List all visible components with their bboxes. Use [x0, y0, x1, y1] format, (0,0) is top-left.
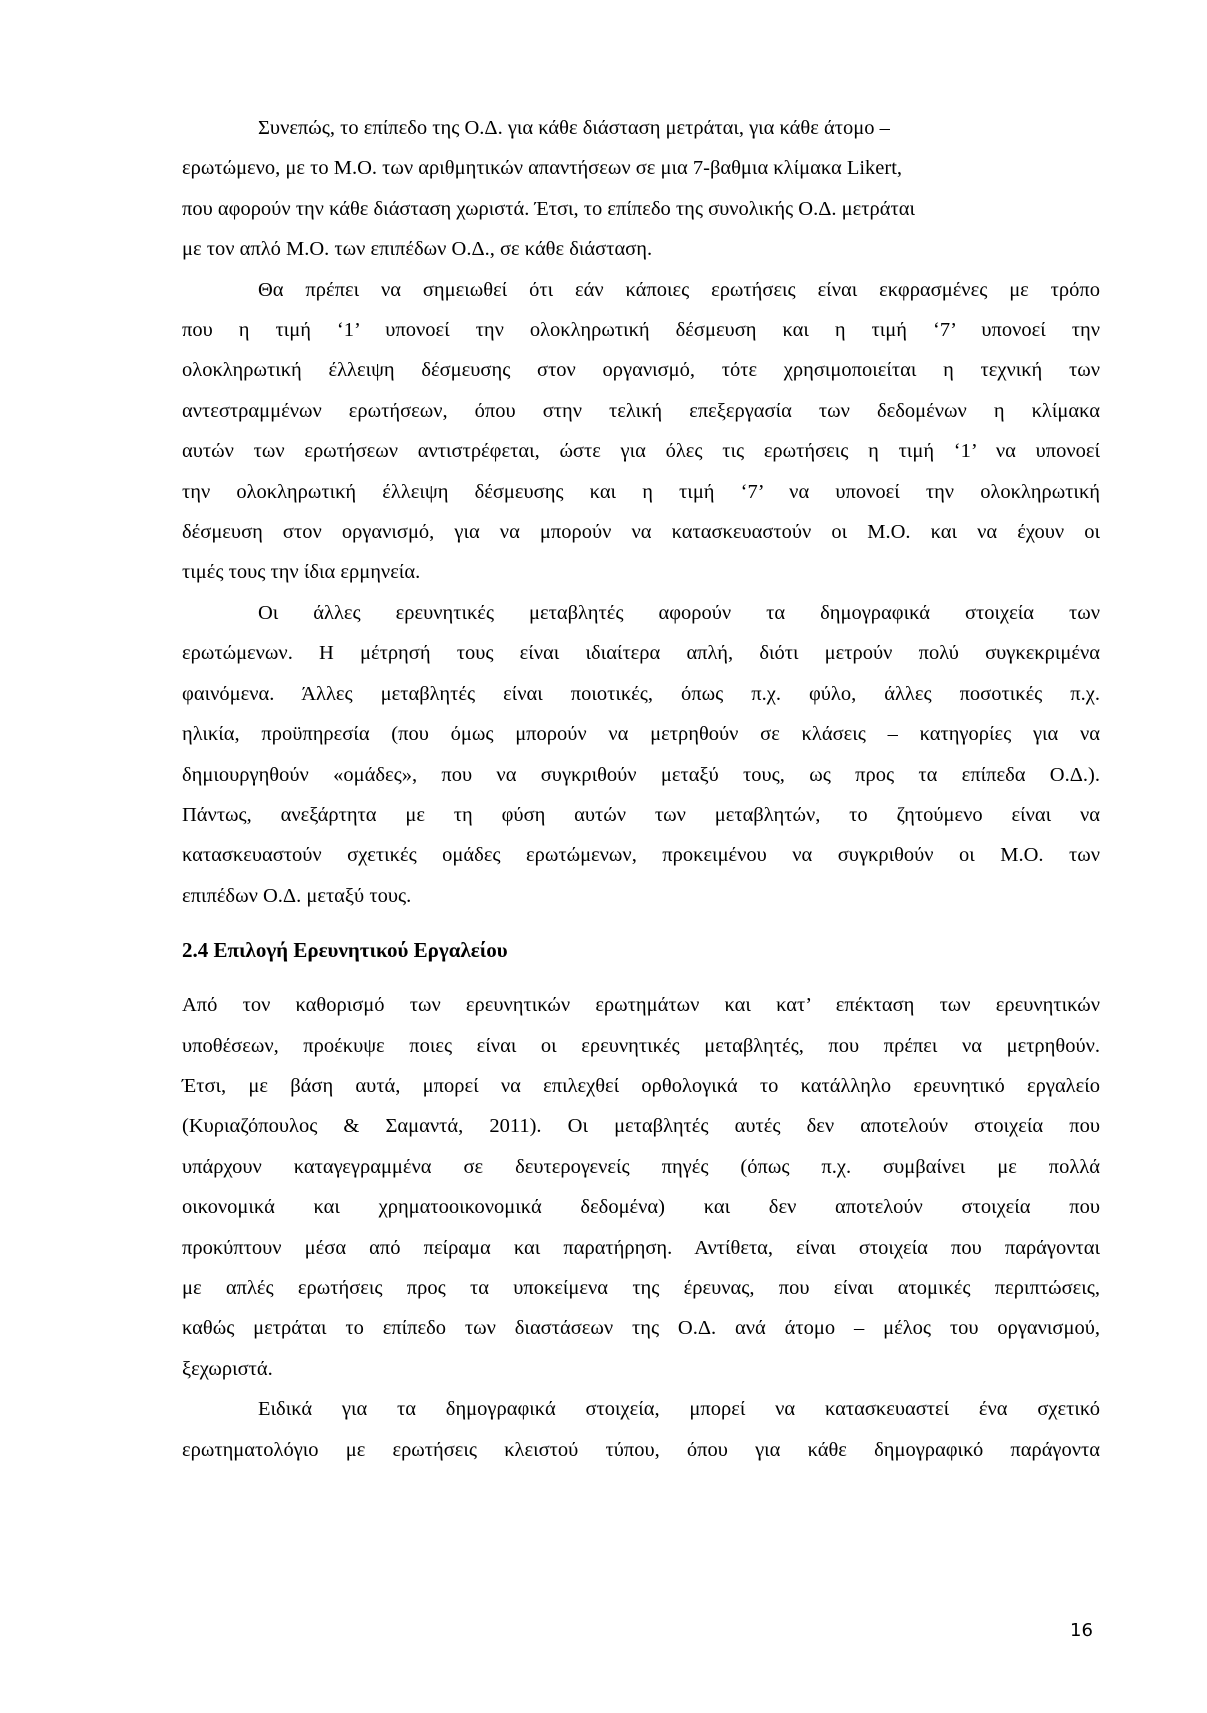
text-line: προκύπτουν μέσα από πείραμα και παρατήρηση. Αντίθετα, είναι στοιχεία που παράγονται — [182, 1236, 1100, 1259]
text-line: υπάρχουν καταγεγραμμένα σε δευτερογενείς πηγές (όπως π.χ. συμβαίνει με πολλά — [182, 1155, 1100, 1178]
text-line: οικονομικά και χρηματοοικονομικά δεδομένα) και δεν αποτελούν στοιχεία που — [182, 1196, 1100, 1219]
text-line: ερωτώμενο, με το Μ.Ο. των αριθμητικών απαντήσεων σε μια 7-βαθμια κλίμακα Likert, — [182, 157, 903, 180]
text-line: με απλές ερωτήσεις προς τα υποκείμενα της έρευνας, που είναι ατομικές περιπτώσεις, — [182, 1276, 1100, 1299]
text-line: αντεστραμμένων ερωτήσεων, όπου στην τελική επεξεργασία των δεδομένων η κλίμακα — [182, 399, 1100, 422]
text-line: Ειδικά για τα δημογραφικά στοιχεία, μπορεί να κατασκευαστεί ένα σχετικό — [258, 1398, 1100, 1421]
text-line: Θα πρέπει να σημειωθεί ότι εάν κάποιες ερωτήσεις είναι εκφρασμένες με τρόπο — [258, 278, 1100, 301]
paragraph-3 — [182, 593, 1100, 916]
paragraph-5 — [182, 1389, 1100, 1470]
text-line: επιπέδων Ο.Δ. μεταξύ τους. — [182, 884, 412, 907]
text-line: την ολοκληρωτική έλλειψη δέσμευσης και η τιμή ‘7’ να υπονοεί την ολοκληρωτική — [182, 480, 1100, 503]
text-line: με τον απλό Μ.Ο. των επιπέδων Ο.Δ., σε κάθε διάσταση. — [182, 238, 653, 261]
text-line: δέσμευση στον οργανισμό, για να μπορούν να κατασκευαστούν οι Μ.Ο. και να έχουν οι — [182, 521, 1100, 544]
text-line: που η τιμή ‘1’ υπονοεί την ολοκληρωτική δέσμευση και η τιμή ‘7’ υπονοεί την — [182, 319, 1100, 342]
text-line: υποθέσεων, προέκυψε ποιες είναι οι ερευνητικές μεταβλητές, που πρέπει να μετρηθούν. — [182, 1034, 1100, 1057]
text-line: Από τον καθορισμό των ερευνητικών ερωτημάτων και κατ’ επέκταση των ερευνητικών — [182, 994, 1100, 1017]
text-line: (Κυριαζόπουλος & Σαμαντά, 2011). Οι μεταβλητές αυτές δεν αποτελούν στοιχεία που — [182, 1115, 1100, 1138]
page-number: 16 — [1070, 1620, 1093, 1641]
paragraph-4 — [182, 985, 1100, 1389]
text-line: Συνεπώς, το επίπεδο της Ο.Δ. για κάθε διάσταση μετράται, για κάθε άτομο – — [258, 117, 890, 139]
text-line: Οι άλλες ερευνητικές μεταβλητές αφορούν τα δημογραφικά στοιχεία των — [258, 601, 1100, 624]
paragraph-2 — [182, 270, 1100, 593]
text-line: Έτσι, με βάση αυτά, μπορεί να επιλεχθεί ορθολογικά το κατάλληλο ερευνητικό εργαλείο — [182, 1074, 1100, 1097]
section-heading: 2.4 Επιλογή Ερευνητικού Εργαλείου — [182, 938, 508, 963]
text-line: ερωτηματολόγιο με ερωτήσεις κλειστού τύπου, όπου για κάθε δημογραφικό παράγοντα — [182, 1438, 1100, 1461]
text-line: δημιουργηθούν «ομάδες», που να συγκριθούν μεταξύ τους, ως προς τα επίπεδα Ο.Δ.). — [182, 763, 1100, 786]
text-line: αυτών των ερωτήσεων αντιστρέφεται, ώστε για όλες τις ερωτήσεις η τιμή ‘1’ να υπονοεί — [182, 440, 1100, 463]
text-line: Πάντως, ανεξάρτητα με τη φύση αυτών των μεταβλητών, το ζητούμενο είναι να — [182, 803, 1100, 826]
text-line: ηλικία, προϋπηρεσία (που όμως μπορούν να μετρηθούν σε κλάσεις – κατηγορίες για να — [182, 723, 1100, 746]
text-line: τιμές τους την ίδια ερμηνεία. — [182, 561, 421, 584]
document-page — [182, 108, 1100, 1470]
text-line: κατασκευαστούν σχετικές ομάδες ερωτώμενων, προκειμένου να συγκριθούν οι Μ.Ο. των — [182, 844, 1100, 867]
text-line: ολοκληρωτική έλλειψη δέσμευσης στον οργανισμό, τότε χρησιμοποιείται η τεχνική των — [182, 359, 1100, 382]
text-line: φαινόμενα. Άλλες μεταβλητές είναι ποιοτικές, όπως π.χ. φύλο, άλλες ποσοτικές π.χ. — [182, 682, 1100, 705]
paragraph-1 — [182, 108, 1100, 270]
text-line: ξεχωριστά. — [182, 1357, 273, 1380]
text-line: που αφορούν την κάθε διάσταση χωριστά. Έτσι, το επίπεδο της συνολικής Ο.Δ. μετράται — [182, 197, 915, 220]
text-line: καθώς μετράται το επίπεδο των διαστάσεων της Ο.Δ. ανά άτομο – μέλος του οργανισμού, — [182, 1317, 1100, 1340]
text-line: ερωτώμενων. Η μέτρησή τους είναι ιδιαίτερα απλή, διότι μετρούν πολύ συγκεκριμένα — [182, 642, 1100, 665]
